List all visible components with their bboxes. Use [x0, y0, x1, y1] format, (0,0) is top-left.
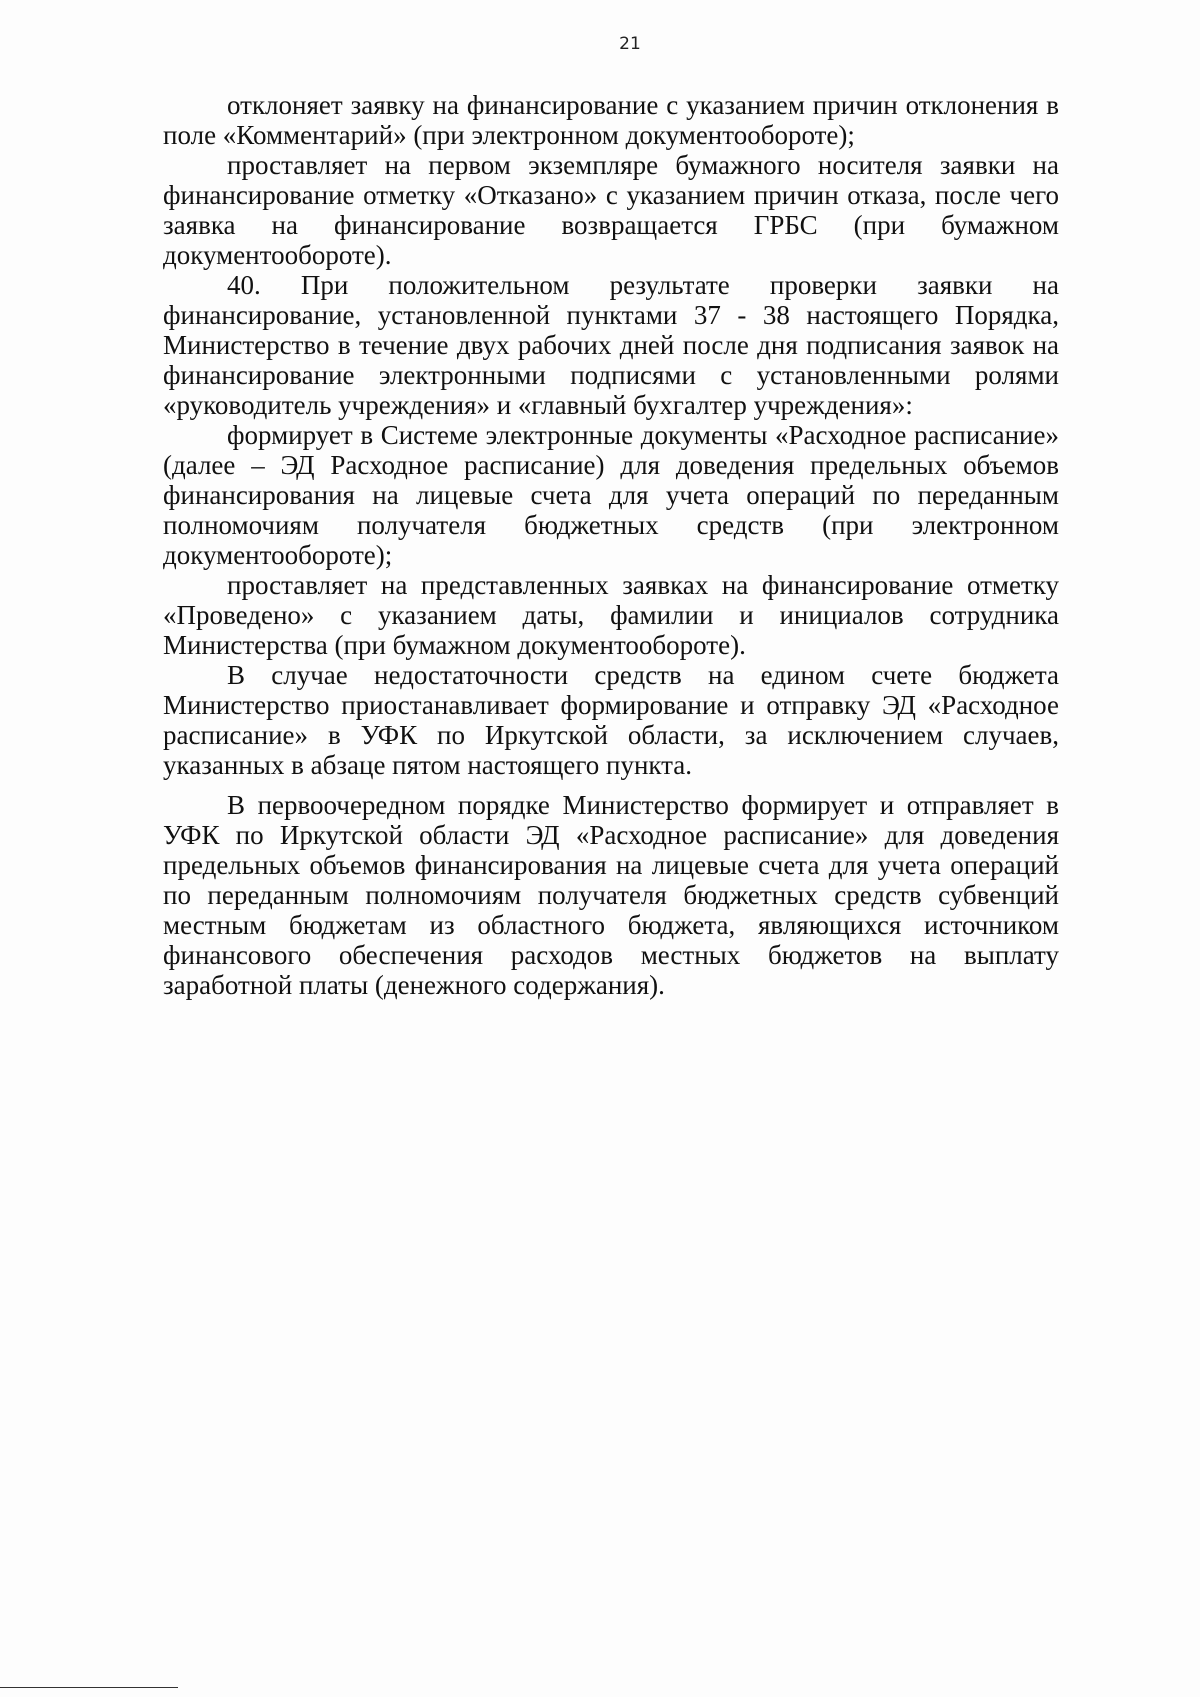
document-body — [163, 90, 1059, 1000]
paragraph-mark-refused: проставляет на первом экземпляре бумажного носителя заявки на финансирование отметку «Отказано» с указанием причин отказа, после чего заявка на финансирование возвращается ГРБС (при бумажном документообороте). — [163, 150, 1059, 270]
footer-rule — [0, 1687, 178, 1688]
paragraph-mark-processed: проставляет на представленных заявках на финансирование отметку «Проведено» с указанием даты, фамилии и инициалов сотрудника Министерства (при бумажном документообороте). — [163, 570, 1059, 660]
paragraph-insufficient-funds: В случае недостаточности средств на едином счете бюджета Министерство приостанавливает формирование и отправку ЭД «Расходное расписание» в УФК по Иркутской области, за исключением случаев, указанных в абзаце пятом настоящего пункта. — [163, 660, 1059, 780]
paragraph-item-40: 40. При положительном результате проверки заявки на финансирование, установленной пунктами 37 - 38 настоящего Порядка, Министерство в течение двух рабочих дней после дня подписания заявок на финансирование электронными подписями с установленными ролями «руководитель учреждения» и «главный бухгалтер учреждения»: — [163, 270, 1059, 420]
paragraph-reject-request: отклоняет заявку на финансирование с указанием причин отклонения в поле «Комментарий» (при электронном документообороте); — [163, 90, 1059, 150]
page-number: 21 — [619, 34, 641, 54]
paragraph-priority-order: В первоочередном порядке Министерство формирует и отправляет в УФК по Иркутской области ЭД «Расходное расписание» для доведения предельных объемов финансирования на лицевые счета для учета операций по переданным полномочиям получателя бюджетных средств субвенций местным бюджетам из областного бюджета, являющихся источником финансового обеспечения расходов местных бюджетов на выплату заработной платы (денежного содержания). — [163, 790, 1059, 1000]
paragraph-form-documents: формирует в Системе электронные документы «Расходное расписание» (далее – ЭД Расходное расписание) для доведения предельных объемов финансирования на лицевые счета для учета операций по переданным полномочиям получателя бюджетных средств (при электронном документообороте); — [163, 420, 1059, 570]
